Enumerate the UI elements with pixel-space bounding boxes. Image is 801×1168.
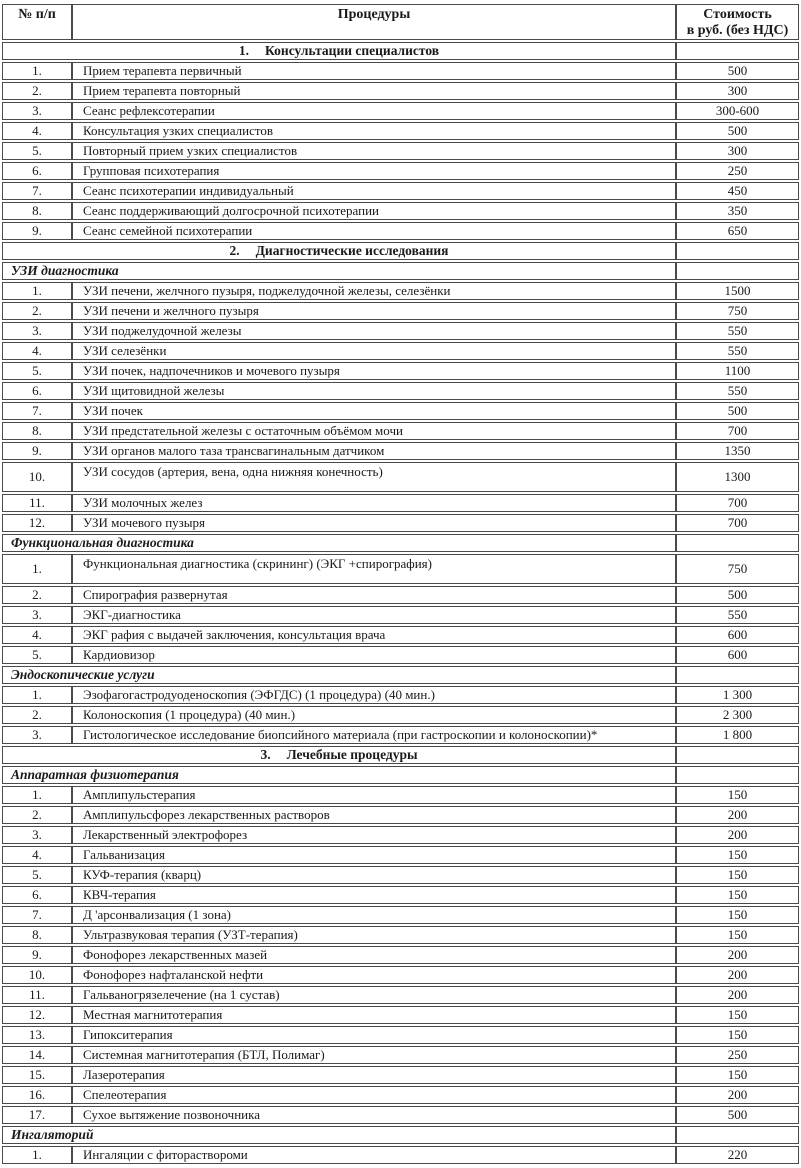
row-number-cell: 2.: [2, 586, 72, 604]
table-row: [2, 162, 799, 180]
table-header-row: [2, 4, 799, 40]
table-row: [2, 946, 799, 964]
table-row: [2, 322, 799, 340]
price-cell: 650: [676, 222, 799, 240]
price-cell: 150: [676, 906, 799, 924]
subsection-header-row: [2, 1126, 799, 1144]
row-number-cell: 5.: [2, 142, 72, 160]
row-number-cell: 10.: [2, 462, 72, 492]
procedure-cell: Консультация узких специалистов: [72, 122, 676, 140]
row-number-cell: 3.: [2, 726, 72, 744]
procedure-cell: Лекарственный электрофорез: [72, 826, 676, 844]
price-cell: 150: [676, 886, 799, 904]
row-number-cell: 3.: [2, 322, 72, 340]
table-row: [2, 342, 799, 360]
section-header-row: [2, 746, 799, 764]
row-number-cell: 1.: [2, 282, 72, 300]
row-number-cell: 8.: [2, 202, 72, 220]
table-row: [2, 986, 799, 1004]
section-number: 3.: [260, 747, 271, 762]
row-number-cell: 4.: [2, 626, 72, 644]
procedure-cell: Функциональная диагностика (скрининг) (ЭКГ +спирография): [72, 554, 676, 584]
section-number: 2.: [229, 243, 240, 258]
subsection-header-row: [2, 766, 799, 784]
procedure-cell: Эзофагогастродуоденоскопия (ЭФГДС) (1 процедура) (40 мин.): [72, 686, 676, 704]
procedure-cell: Лазеротерапия: [72, 1066, 676, 1084]
price-cell: 1 300: [676, 686, 799, 704]
row-number-cell: 5.: [2, 362, 72, 380]
price-cell: 150: [676, 1026, 799, 1044]
price-cell: 550: [676, 382, 799, 400]
row-number-cell: 1.: [2, 786, 72, 804]
table-row: [2, 626, 799, 644]
table-row: [2, 282, 799, 300]
procedure-cell: УЗИ сосудов (артерия, вена, одна нижняя конечность): [72, 462, 676, 492]
row-number-cell: 17.: [2, 1106, 72, 1124]
procedure-cell: УЗИ молочных желез: [72, 494, 676, 512]
procedure-cell: Ультразвуковая терапия (УЗТ-терапия): [72, 926, 676, 944]
price-cell: 150: [676, 846, 799, 864]
price-cell: [676, 262, 799, 280]
procedure-cell: Местная магнитотерапия: [72, 1006, 676, 1024]
price-cell: 1500: [676, 282, 799, 300]
row-number-cell: 10.: [2, 966, 72, 984]
table-row: [2, 1046, 799, 1064]
table-row: [2, 1026, 799, 1044]
table-row: [2, 382, 799, 400]
table-row: [2, 362, 799, 380]
price-cell: [676, 666, 799, 684]
procedure-cell: ЭКГ-диагностика: [72, 606, 676, 624]
procedure-cell: Сеанс психотерапии индивидуальный: [72, 182, 676, 200]
price-cell: 700: [676, 514, 799, 532]
table-row: [2, 494, 799, 512]
price-cell: 450: [676, 182, 799, 200]
procedure-cell: УЗИ печени, желчного пузыря, поджелудочной железы, селезёнки: [72, 282, 676, 300]
procedure-cell: Гальваногрязелечение (на 1 сустав): [72, 986, 676, 1004]
table-row: [2, 1106, 799, 1124]
price-cell: [676, 766, 799, 784]
row-number-cell: 16.: [2, 1086, 72, 1104]
price-cell: 1 800: [676, 726, 799, 744]
procedure-cell: Системная магнитотерапия (БТЛ, Полимаг): [72, 1046, 676, 1064]
price-cell: 750: [676, 302, 799, 320]
section-title-text: Лечебные процедуры: [286, 747, 418, 762]
price-cell: 600: [676, 646, 799, 664]
table-row: [2, 202, 799, 220]
procedure-cell: УЗИ щитовидной железы: [72, 382, 676, 400]
procedure-cell: Амплипульстерапия: [72, 786, 676, 804]
table-row: [2, 586, 799, 604]
subsection-title: Эндоскопические услуги: [2, 666, 676, 684]
section-title: [2, 42, 676, 60]
row-number-cell: 8.: [2, 422, 72, 440]
price-cell: [676, 534, 799, 552]
table-row: [2, 1006, 799, 1024]
row-number-cell: 2.: [2, 806, 72, 824]
price-cell: 500: [676, 1106, 799, 1124]
price-cell: 550: [676, 322, 799, 340]
subsection-title: Ингаляторий: [2, 1126, 676, 1144]
procedure-cell: КУФ-терапия (кварц): [72, 866, 676, 884]
subsection-header-row: [2, 666, 799, 684]
price-cell: 600: [676, 626, 799, 644]
price-cell: [676, 242, 799, 260]
table-row: [2, 786, 799, 804]
procedure-cell: Д 'арсонвализация (1 зона): [72, 906, 676, 924]
row-number-cell: 8.: [2, 926, 72, 944]
table-row: [2, 886, 799, 904]
table-row: [2, 402, 799, 420]
row-number-cell: 1.: [2, 62, 72, 80]
subsection-title: Функциональная диагностика: [2, 534, 676, 552]
price-cell: 150: [676, 786, 799, 804]
procedure-cell: Спелеотерапия: [72, 1086, 676, 1104]
table-row: [2, 122, 799, 140]
row-number-cell: 6.: [2, 162, 72, 180]
row-number-cell: 2.: [2, 302, 72, 320]
procedure-cell: УЗИ селезёнки: [72, 342, 676, 360]
procedure-cell: Фонофорез нафталанской нефти: [72, 966, 676, 984]
price-cell: 550: [676, 606, 799, 624]
procedure-cell: Гальванизация: [72, 846, 676, 864]
row-number-cell: 11.: [2, 986, 72, 1004]
subsection-header-row: [2, 262, 799, 280]
price-table: [2, 2, 799, 1166]
procedure-cell: УЗИ почек, надпочечников и мочевого пузыря: [72, 362, 676, 380]
table-row: [2, 102, 799, 120]
price-cell: 150: [676, 926, 799, 944]
procedure-cell: ЭКГ рафия с выдачей заключения, консультация врача: [72, 626, 676, 644]
price-cell: 200: [676, 1086, 799, 1104]
row-number-cell: 2.: [2, 706, 72, 724]
section-header-row: [2, 242, 799, 260]
table-row: [2, 1146, 799, 1164]
price-cell: 700: [676, 422, 799, 440]
price-cell: 200: [676, 966, 799, 984]
price-cell: 200: [676, 986, 799, 1004]
col-header-cost: [676, 4, 799, 40]
row-number-cell: 14.: [2, 1046, 72, 1064]
row-number-cell: 4.: [2, 122, 72, 140]
price-cell: 200: [676, 946, 799, 964]
procedure-cell: Сеанс поддерживающий долгосрочной психотерапии: [72, 202, 676, 220]
col-header-number: № п/п: [2, 4, 72, 40]
table-row: [2, 926, 799, 944]
procedure-cell: УЗИ органов малого таза трансвагинальным датчиком: [72, 442, 676, 460]
table-row: [2, 846, 799, 864]
procedure-cell: УЗИ предстательной железы с остаточным объёмом мочи: [72, 422, 676, 440]
table-row: [2, 906, 799, 924]
procedure-cell: Фонофорез лекарственных мазей: [72, 946, 676, 964]
row-number-cell: 3.: [2, 826, 72, 844]
subsection-title: УЗИ диагностика: [2, 262, 676, 280]
row-number-cell: 1.: [2, 1146, 72, 1164]
row-number-cell: 6.: [2, 382, 72, 400]
col-header-cost-line1: Стоимость: [703, 7, 772, 22]
table-row: [2, 302, 799, 320]
price-cell: 550: [676, 342, 799, 360]
procedure-cell: Спирография развернутая: [72, 586, 676, 604]
col-header-procedures: Процедуры: [72, 4, 676, 40]
row-number-cell: 7.: [2, 906, 72, 924]
procedure-cell: Сеанс семейной психотерапии: [72, 222, 676, 240]
price-cell: 500: [676, 122, 799, 140]
price-cell: 500: [676, 62, 799, 80]
procedure-cell: Сухое вытяжение позвоночника: [72, 1106, 676, 1124]
row-number-cell: 1.: [2, 554, 72, 584]
price-cell: [676, 746, 799, 764]
price-cell: 150: [676, 1006, 799, 1024]
price-cell: 750: [676, 554, 799, 584]
price-cell: 300: [676, 142, 799, 160]
price-cell: 150: [676, 866, 799, 884]
section-title: [2, 746, 676, 764]
row-number-cell: 11.: [2, 494, 72, 512]
row-number-cell: 9.: [2, 442, 72, 460]
procedure-cell: УЗИ мочевого пузыря: [72, 514, 676, 532]
price-cell: 220: [676, 1146, 799, 1164]
table-row: [2, 646, 799, 664]
price-cell: 250: [676, 162, 799, 180]
procedure-cell: УЗИ почек: [72, 402, 676, 420]
table-row: [2, 82, 799, 100]
table-row: [2, 726, 799, 744]
row-number-cell: 3.: [2, 606, 72, 624]
procedure-cell: Сеанс рефлексотерапии: [72, 102, 676, 120]
table-row: [2, 706, 799, 724]
subsection-header-row: [2, 534, 799, 552]
procedure-cell: УЗИ поджелудочной железы: [72, 322, 676, 340]
section-title-text: Диагностические исследования: [255, 243, 449, 258]
table-row: [2, 442, 799, 460]
table-row: [2, 1086, 799, 1104]
table-row: [2, 422, 799, 440]
table-row: [2, 462, 799, 492]
procedure-cell: Ингаляции с фитораствороми: [72, 1146, 676, 1164]
procedure-cell: Гистологическое исследование биопсийного материала (при гастроскопии и колоноскопии)*: [72, 726, 676, 744]
table-row: [2, 222, 799, 240]
procedure-cell: Прием терапевта повторный: [72, 82, 676, 100]
row-number-cell: 15.: [2, 1066, 72, 1084]
row-number-cell: 2.: [2, 82, 72, 100]
section-header-row: [2, 42, 799, 60]
price-cell: 500: [676, 402, 799, 420]
row-number-cell: 12.: [2, 1006, 72, 1024]
price-cell: [676, 1126, 799, 1144]
section-title-text: Консультации специалистов: [265, 43, 440, 58]
price-cell: 250: [676, 1046, 799, 1064]
row-number-cell: 9.: [2, 946, 72, 964]
procedure-cell: Повторный прием узких специалистов: [72, 142, 676, 160]
table-row: [2, 606, 799, 624]
table-row: [2, 966, 799, 984]
price-cell: 200: [676, 826, 799, 844]
subsection-title: Аппаратная физиотерапия: [2, 766, 676, 784]
row-number-cell: 7.: [2, 182, 72, 200]
section-number: 1.: [238, 43, 250, 58]
row-number-cell: 3.: [2, 102, 72, 120]
price-cell: 150: [676, 1066, 799, 1084]
row-number-cell: 4.: [2, 846, 72, 864]
row-number-cell: 1.: [2, 686, 72, 704]
price-cell: 500: [676, 586, 799, 604]
price-cell: 200: [676, 806, 799, 824]
row-number-cell: 12.: [2, 514, 72, 532]
price-cell: [676, 42, 799, 60]
table-row: [2, 866, 799, 884]
col-header-cost-line2: в руб. (без НДС): [686, 23, 789, 38]
price-cell: 700: [676, 494, 799, 512]
price-cell: 1100: [676, 362, 799, 380]
table-row: [2, 182, 799, 200]
section-title: [2, 242, 676, 260]
table-row: [2, 1066, 799, 1084]
price-cell: 350: [676, 202, 799, 220]
price-cell: 300-600: [676, 102, 799, 120]
row-number-cell: 7.: [2, 402, 72, 420]
row-number-cell: 9.: [2, 222, 72, 240]
price-cell: 2 300: [676, 706, 799, 724]
table-row: [2, 62, 799, 80]
row-number-cell: 6.: [2, 886, 72, 904]
row-number-cell: 4.: [2, 342, 72, 360]
table-row: [2, 554, 799, 584]
price-cell: 1300: [676, 462, 799, 492]
table-row: [2, 686, 799, 704]
procedure-cell: Гипокситерапия: [72, 1026, 676, 1044]
price-cell: 300: [676, 82, 799, 100]
procedure-cell: КВЧ-терапия: [72, 886, 676, 904]
procedure-cell: Кардиовизор: [72, 646, 676, 664]
price-cell: 1350: [676, 442, 799, 460]
procedure-cell: Амплипульсфорез лекарственных растворов: [72, 806, 676, 824]
table-row: [2, 806, 799, 824]
price-table-body: [2, 42, 799, 1164]
row-number-cell: 5.: [2, 646, 72, 664]
procedure-cell: Групповая психотерапия: [72, 162, 676, 180]
table-row: [2, 514, 799, 532]
table-row: [2, 826, 799, 844]
procedure-cell: Колоноскопия (1 процедура) (40 мин.): [72, 706, 676, 724]
procedure-cell: Прием терапевта первичный: [72, 62, 676, 80]
procedure-cell: УЗИ печени и желчного пузыря: [72, 302, 676, 320]
row-number-cell: 13.: [2, 1026, 72, 1044]
table-row: [2, 142, 799, 160]
row-number-cell: 5.: [2, 866, 72, 884]
